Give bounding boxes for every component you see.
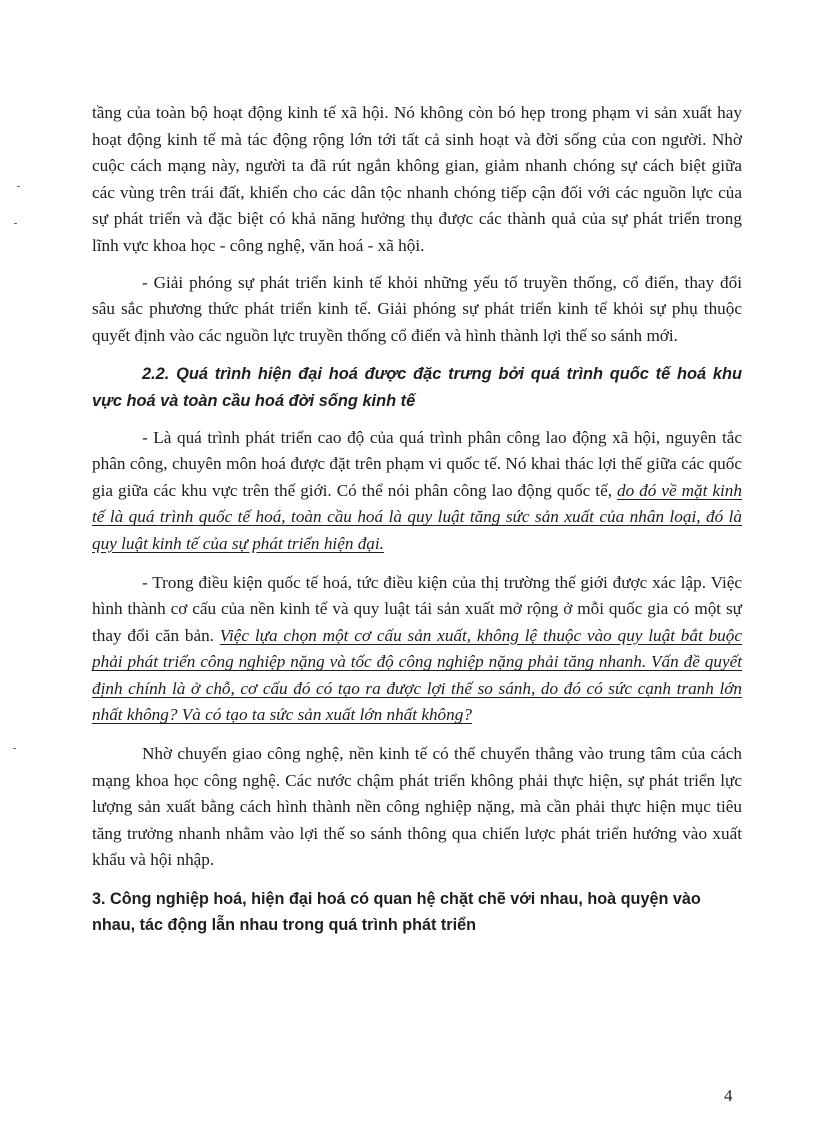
page-number: 4 bbox=[724, 1086, 733, 1105]
scan-artifact bbox=[14, 223, 17, 224]
paragraph-economic-liberation: - Giải phóng sự phát triển kinh tế khỏi những yếu tố truyền thống, cổ điển, thay đổi sâu sắc phương thức phát triển kinh tế. Giải phóng sự phát triển kinh tế khỏi sự phụ thuộc quyết định vào các nguồn lực truyền thống cổ điển và hình thành lợi thế so sánh mới. bbox=[92, 272, 742, 345]
paragraph-text: - Trong điều kiện quốc tế hoá, tức điều kiện của thị trường thế giới được xác lập. Việc hình thành cơ cấu của nền kinh tế và quy luật tái sản xuất mở rộng ở mỗi quốc gia có một sự thay đổi căn bản. bbox=[92, 572, 742, 645]
underlined-emphasis: Việc lựa chọn một cơ cấu sản xuất, không lệ thuộc vào quy luật bắt buộc phải phát triển công nghiệp nặng và tốc độ công nghiệp nặng phải tăng nhanh. Vấn đề quyết định chính là ở chỗ, cơ cấu đó có tạo ra được lợi thế so sánh, do đó có sức cạnh tranh lớn nhất không? Và có tạo ta sức sản xuất lớn nhất không? bbox=[92, 625, 742, 725]
underlined-emphasis: do đó về mặt kinh tế là quá trình quốc tế hoá, toàn cầu hoá là quy luật tăng sức sản xuất của nhân loại, đó là quy luật kinh tế của sự phát triển hiện đại. bbox=[92, 480, 742, 553]
scan-artifact bbox=[13, 748, 16, 749]
section-heading-3: 3. Công nghiệp hoá, hiện đại hoá có quan hệ chặt chẽ với nhau, hoà quyện vào nhau, tác động lẫn nhau trong quá trình phát triển bbox=[92, 890, 701, 935]
paragraph-text: - Là quá trình phát triển cao độ của quá trình phân công lao động xã hội, nguyên tắc phân công, chuyên môn hoá được đặt trên phạm vi quốc tế. Nó khai thác lợi thế giữa các quốc gia giữa các khu vực trên thế giới. Có thể nói phân công lao động quốc tế, bbox=[92, 427, 742, 500]
paragraph-internationalization bbox=[92, 570, 742, 730]
paragraph-modern-revolution: tầng của toàn bộ hoạt động kinh tế xã hội. Nó không còn bó hẹp trong phạm vi sản xuất hay hoạt động kinh tế mà tác động rộng lớn tới tất cả sinh hoạt và đời sống của con người. Nhờ cuộc cách mạng này, người ta đã rút ngắn không gian, giảm nhanh chóng sự cách biệt giữa các vùng trên trái đất, khiến cho các dân tộc nhanh chóng tiếp cận đối với các nguồn lực của sự phát triển và đặc biệt có khả năng hưởng thụ được các thành quả của sự phát triển trong lĩnh vực khoa học - công nghệ, văn hoá - xã hội. bbox=[92, 103, 742, 255]
body-text bbox=[92, 100, 742, 938]
paragraph-division-of-labor bbox=[92, 425, 742, 558]
paragraph-technology-transfer: Nhờ chuyển giao công nghệ, nền kinh tế có thể chuyển thẳng vào trung tâm của cách mạng khoa học công nghệ. Các nước chậm phát triển không phải thực hiện, sự phát triển lực lượng sản xuất bằng cách hình thành nền công nghiệp nặng, mà cần phải thực hiện mục tiêu tăng trưởng nhanh nhằm vào lợi thế so sánh thông qua chiến lược phát triển hướng vào xuất khẩu và hội nhập. bbox=[92, 744, 742, 870]
subheading-2-2: 2.2. Quá trình hiện đại hoá được đặc trưng bởi quá trình quốc tế hoá khu vực hoá và toàn cầu hoá đời sống kinh tế bbox=[92, 365, 742, 410]
scan-artifact bbox=[17, 186, 20, 187]
